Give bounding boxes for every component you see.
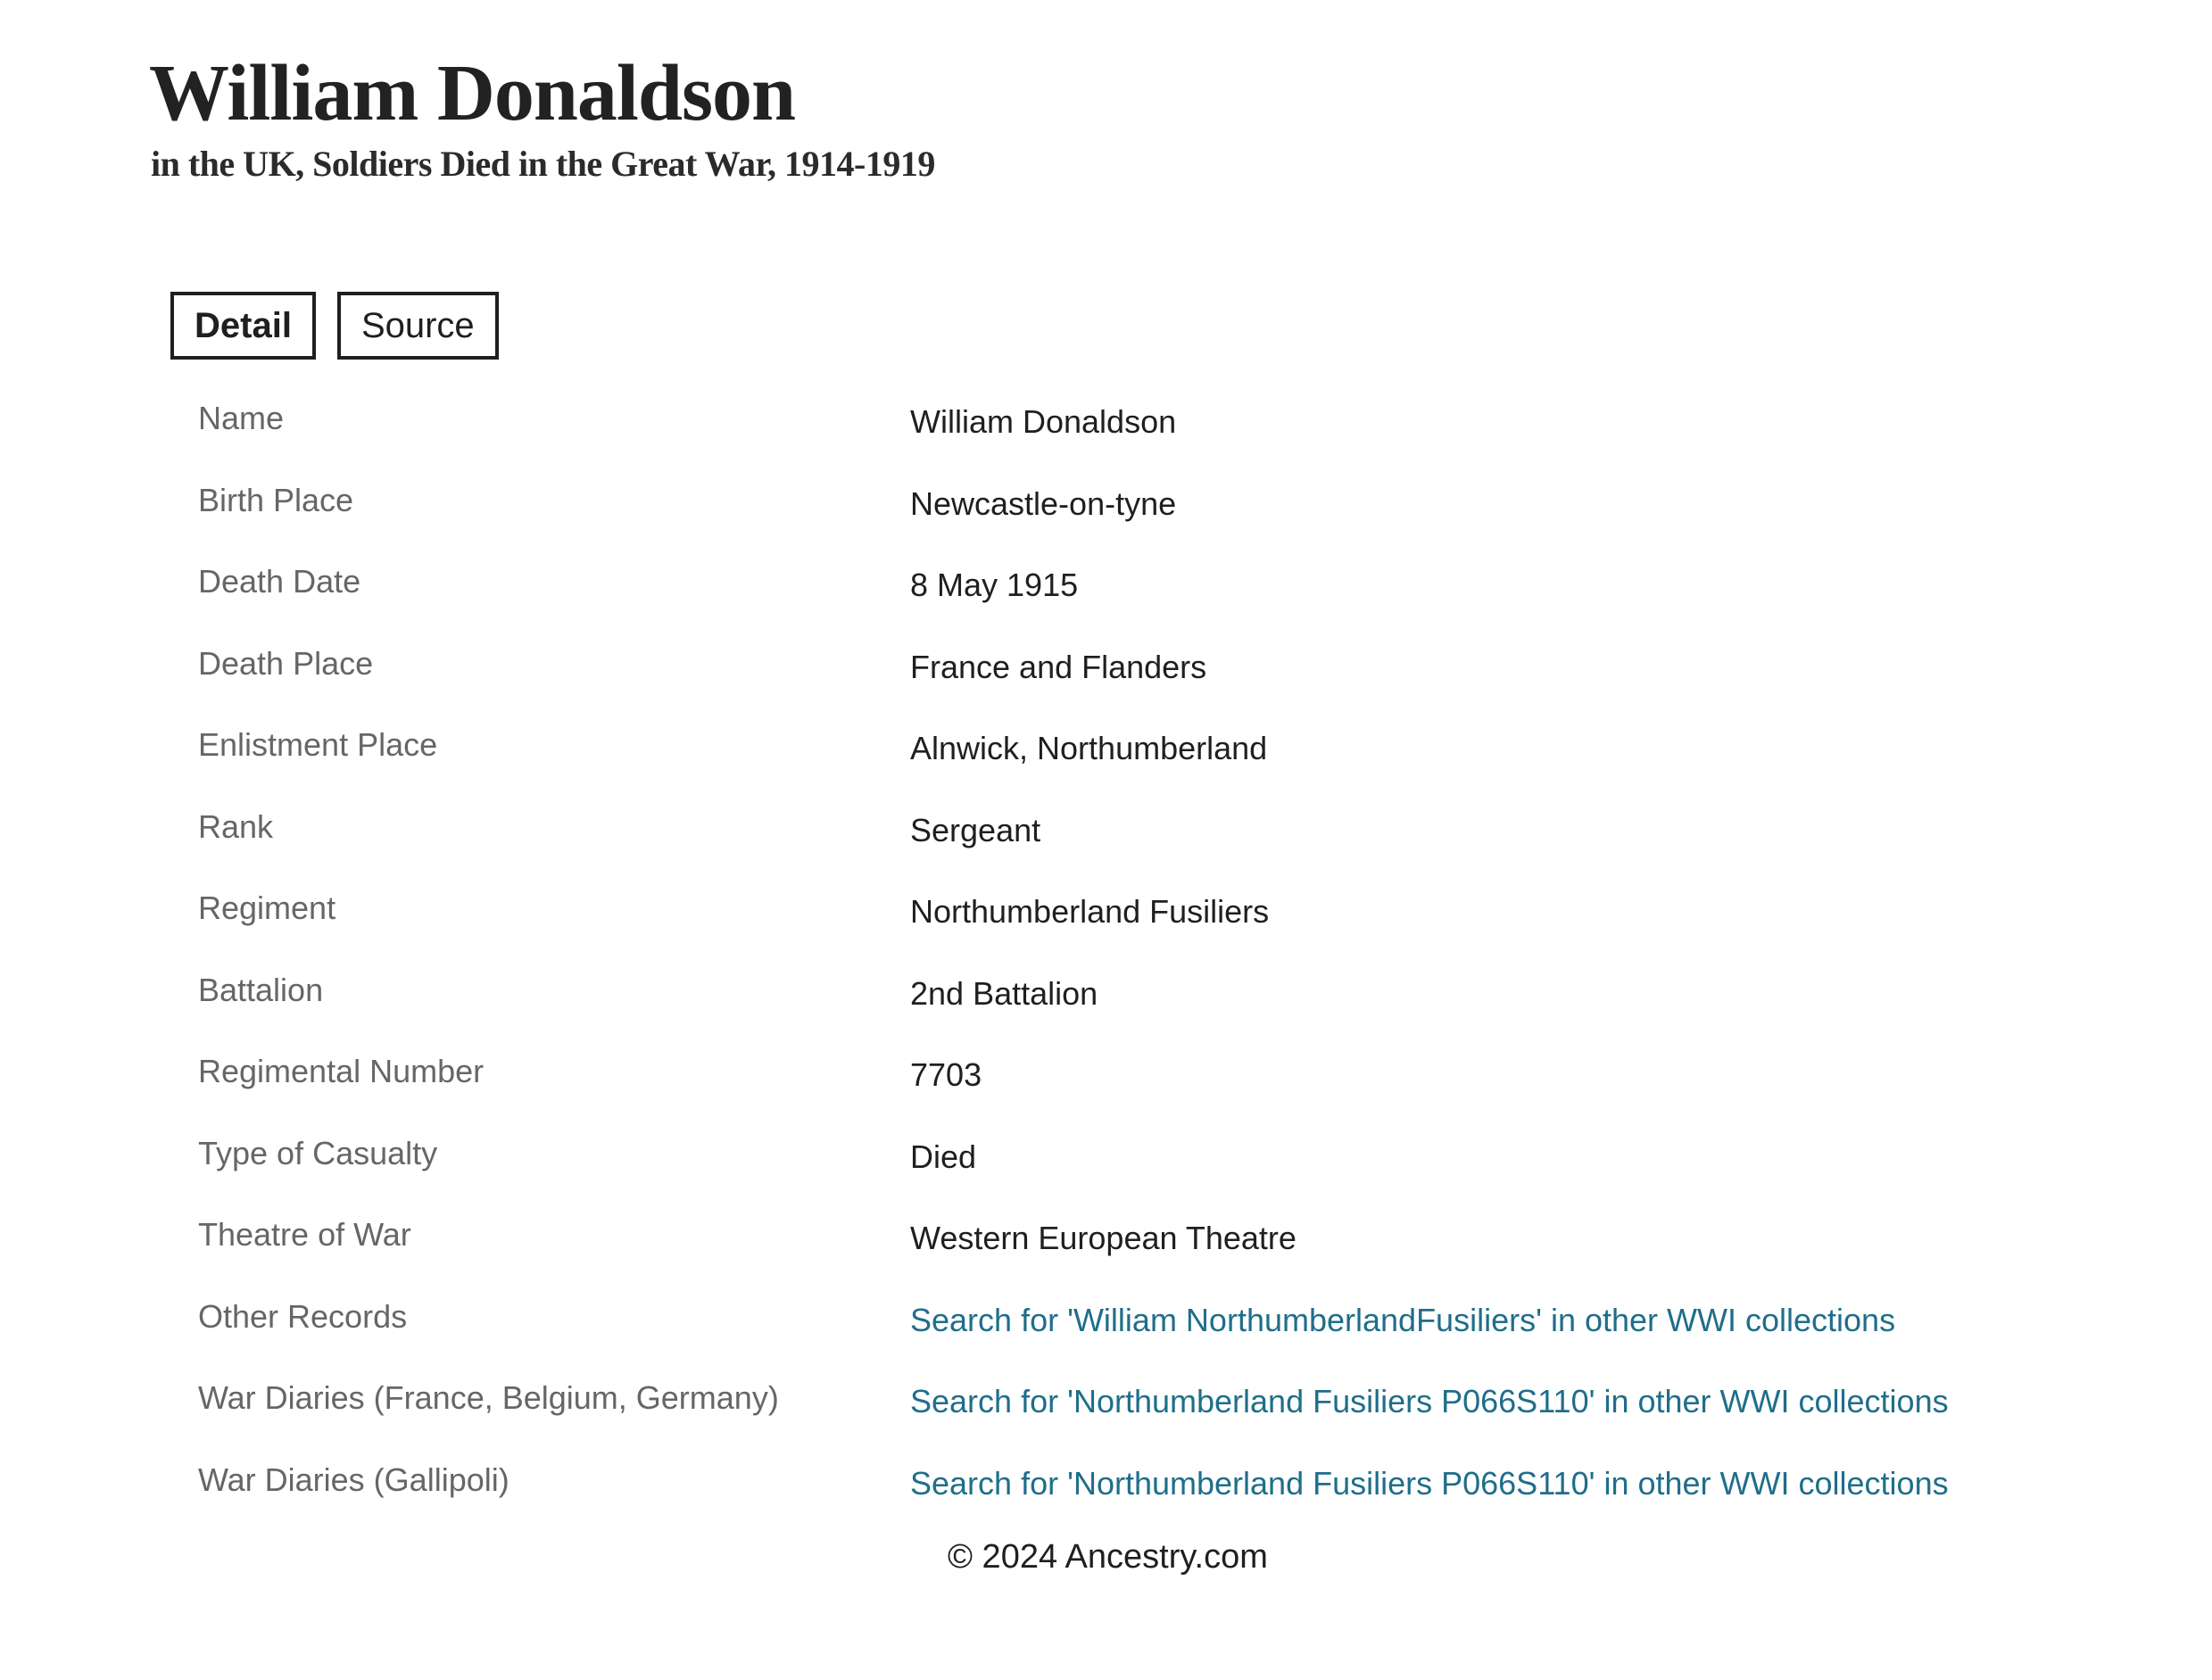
detail-row-regiment	[0, 882, 2212, 964]
field-label: Birth Place	[198, 481, 354, 518]
field-label: War Diaries (France, Belgium, Germany)	[198, 1379, 779, 1416]
record-tabs	[170, 292, 499, 360]
field-label: Death Place	[198, 644, 374, 682]
field-label: Theatre of War	[198, 1216, 411, 1253]
field-value	[910, 1383, 1949, 1420]
detail-row-war-diaries-gallipoli	[0, 1454, 2212, 1536]
field-label: Other Records	[198, 1297, 408, 1335]
field-label: Name	[198, 400, 285, 436]
field-label: Regimental Number	[198, 1053, 485, 1089]
detail-row-regimental-number	[0, 1046, 2212, 1128]
field-label: Battalion	[198, 971, 324, 1008]
field-value: Western European Theatre	[910, 1220, 1297, 1256]
detail-row-type-of-casualty	[0, 1128, 2212, 1210]
tab-detail[interactable]: Detail	[170, 292, 316, 360]
field-value: 8 May 1915	[910, 567, 1079, 603]
detail-row-battalion	[0, 964, 2212, 1047]
field-label: Death Date	[198, 563, 361, 600]
detail-row-war-diaries-france	[0, 1372, 2212, 1454]
war-diaries-gallipoli-search-link[interactable]: Search for 'Northumberland Fusiliers P066S110' in other WWI collections	[910, 1464, 1949, 1502]
field-label: War Diaries (Gallipoli)	[198, 1461, 510, 1498]
record-details-table	[0, 393, 2212, 1535]
tab-source[interactable]: Source	[337, 292, 499, 360]
page-title: William Donaldson	[149, 49, 796, 137]
field-value: 2nd Battalion	[910, 974, 1098, 1012]
field-value	[910, 1465, 1949, 1502]
detail-row-birth-place	[0, 475, 2212, 557]
detail-row-enlistment-place	[0, 719, 2212, 801]
collection-subtitle: in the UK, Soldiers Died in the Great War, 1914-1919	[151, 144, 935, 184]
field-value: Sergeant	[910, 811, 1041, 848]
page-header	[149, 49, 935, 184]
field-label: Regiment	[198, 890, 336, 926]
detail-row-rank	[0, 801, 2212, 883]
field-value: William Donaldson	[910, 403, 1177, 440]
detail-row-other-records	[0, 1291, 2212, 1373]
field-value: 7703	[910, 1056, 982, 1093]
war-diaries-france-search-link[interactable]: Search for 'Northumberland Fusiliers P066S110' in other WWI collections	[910, 1383, 1949, 1419]
other-records-search-link[interactable]: Search for 'William NorthumberlandFusiliers' in other WWI collections	[910, 1301, 1896, 1338]
field-value	[910, 1302, 1895, 1339]
detail-row-name	[0, 393, 2212, 475]
detail-row-death-date	[0, 556, 2212, 638]
field-value: Newcastle-on-tyne	[910, 484, 1177, 522]
field-label: Type of Casualty	[198, 1134, 438, 1171]
detail-row-theatre-of-war	[0, 1209, 2212, 1291]
field-label: Rank	[198, 807, 274, 845]
field-value: Alnwick, Northumberland	[910, 730, 1268, 766]
field-value: Northumberland Fusiliers	[910, 893, 1270, 930]
detail-row-death-place	[0, 638, 2212, 720]
field-value: France and Flanders	[910, 648, 1207, 685]
field-value: Died	[910, 1138, 977, 1175]
field-label: Enlistment Place	[198, 726, 438, 763]
copyright-footer: © 2024 Ancestry.com	[948, 1538, 1268, 1576]
